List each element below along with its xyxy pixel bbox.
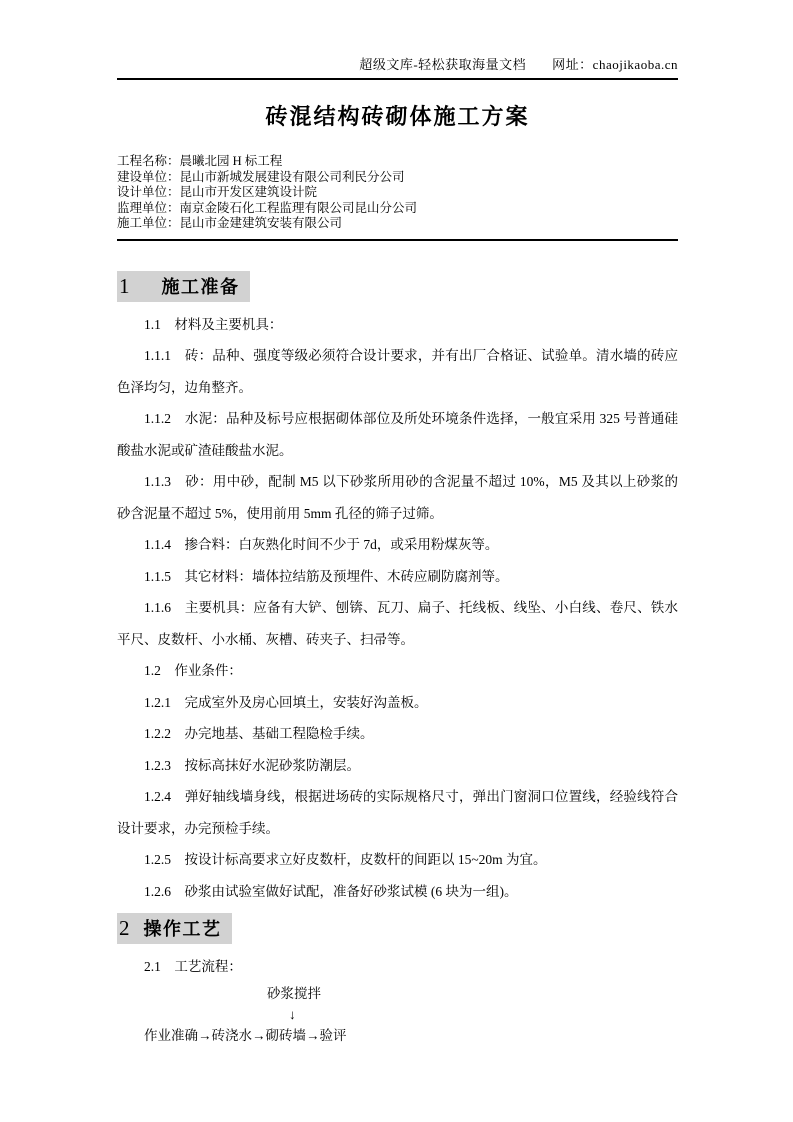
paragraph: 1.1.6 主要机具：应备有大铲、刨锛、瓦刀、扁子、托线板、线坠、小白线、卷尺、铁水平尺、皮数杆、小水桶、灰槽、砖夹子、扫帚等。 (117, 600, 678, 647)
section-2-heading (117, 913, 232, 944)
section-2-paragraphs (117, 951, 678, 983)
paragraph: 1.2.4 弹好轴线墙身线，根据进场砖的实际规格尺寸，弹出门窗洞口位置线，经验线符合设计要求，办完预检手续。 (117, 789, 678, 836)
paragraph: 1.2.1 完成室外及房心回填土，安装好沟盖板。 (144, 694, 428, 710)
header-site-name: 超级文库-轻松获取海量文档 (359, 57, 527, 72)
info-label: 建设单位： (117, 169, 180, 184)
paragraph: 1.1.2 水泥：品种及标号应根据砌体部位及所处环境条件选择，一般宜采用 325 号普通硅酸盐水泥或矿渣硅酸盐水泥。 (117, 411, 678, 458)
paragraph: 1.1 材料及主要机具： (144, 316, 283, 332)
flow-main-sequence: 作业准确→砖浇水→砌砖墙→验评 (144, 1027, 347, 1043)
paragraph: 1.1.3 砂：用中砂，配制 M5 以下砂浆所用砂的含泥量不超过 10%，M5 及其以上砂浆的砂含泥量不超过 5%，使用前用 5mm 孔径的筛子过筛。 (117, 474, 678, 521)
info-label: 工程名称： (117, 154, 180, 168)
section-1-paragraphs (117, 309, 678, 908)
header-url-label: 网址： (552, 57, 593, 72)
paragraph: 1.2.3 按标高抹好水泥砂浆防潮层。 (144, 757, 360, 773)
doc-title: 砖混结构砖砌体施工方案 (265, 104, 530, 129)
paragraph: 1.2.5 按设计标高要求立好皮数杆，皮数杆的间距以 15~20m 为宜。 (144, 852, 547, 868)
project-info-row (117, 170, 678, 186)
info-value: 南京金陵石化工程监理有限公司昆山分公司 (179, 200, 418, 215)
section-1-number: 1 (119, 273, 130, 298)
section-1-title: 施工准备 (161, 276, 240, 297)
info-value: 昆山市金建建筑安装有限公司 (179, 216, 343, 231)
project-info-block (117, 154, 678, 241)
project-info-row (117, 216, 678, 232)
section-1-heading (117, 271, 250, 302)
paragraph: 2.1 工艺流程： (144, 959, 242, 975)
paragraph: 1.2.2 办完地基、基础工程隐检手续。 (144, 726, 374, 742)
section-construction-preparation (117, 271, 678, 908)
process-flowchart (117, 983, 678, 1046)
info-value: 昆山市新城发展建设有限公司利民分公司 (179, 169, 405, 184)
info-value: 晨曦北园 H 标工程 (179, 154, 283, 168)
paragraph: 1.2.6 砂浆由试验室做好试配，准备好砂浆试模 (6 块为一组)。 (144, 883, 518, 899)
paragraph: 1.2 作业条件： (144, 663, 242, 679)
project-info-row (117, 185, 678, 201)
paragraph: 1.1.1 砖：品种、强度等级必须符合设计要求，并有出厂合格证、试验单。清水墙的砖应色泽均匀，边角整齐。 (117, 348, 678, 395)
project-info-row (117, 154, 678, 170)
header-url: chaojikaoba.cn (592, 57, 678, 72)
paragraph: 1.1.5 其它材料：墙体拉结筋及预埋件、木砖应刷防腐剂等。 (144, 568, 509, 584)
info-label: 监理单位： (117, 200, 180, 215)
info-value: 昆山市开发区建筑设计院 (179, 185, 318, 200)
section-operation-process (117, 913, 678, 1046)
info-label: 设计单位： (117, 185, 180, 200)
flow-node-mortar-mixing: 砂浆搅拌 (267, 985, 321, 1001)
section-2-number: 2 (119, 916, 130, 941)
section-2-title: 操作工艺 (143, 919, 222, 940)
paragraph: 1.1.4 掺合料：白灰熟化时间不少于 7d，或采用粉煤灰等。 (144, 537, 499, 553)
info-label: 施工单位： (117, 216, 180, 231)
project-info-row (117, 201, 678, 217)
page-header (117, 0, 678, 80)
down-arrow-icon: ↓ (289, 1006, 296, 1022)
